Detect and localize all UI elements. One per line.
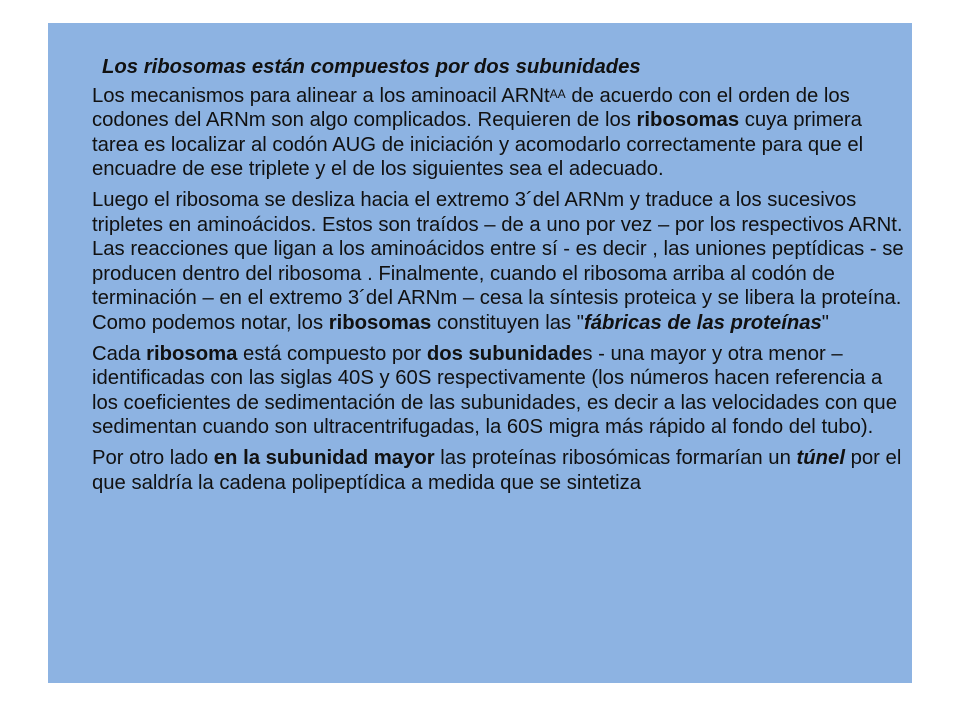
p4-text-a: Por otro lado bbox=[92, 446, 214, 469]
p1-superscript: AA bbox=[549, 86, 566, 101]
p1-text-b: de acuerdo con el orden de los codones del ARNm son algo complicados. Requieren de los bbox=[92, 84, 850, 132]
paragraph-1 bbox=[92, 84, 912, 182]
p1-text-c: cuya primera tarea es localizar al codón AUG de iniciación y acomodarlo correctamente para que el encuadre de ese triplete y el de los siguientes sea el adecuado. bbox=[92, 109, 864, 181]
slide-title: Los ribosomas están compuestos por dos subunidades bbox=[102, 56, 641, 78]
paragraph-2 bbox=[92, 188, 912, 336]
slide-text-body bbox=[92, 55, 912, 501]
p2-bold-italic-fabricas: fábricas de las proteínas bbox=[583, 311, 822, 334]
p4-text-c: por el que saldría la cadena polipeptídica a medida que se sintetiza bbox=[92, 446, 902, 494]
p2-text-b: constituyen las " bbox=[431, 311, 584, 334]
p3-text-b: está compuesto por bbox=[237, 342, 427, 365]
p3-bold-ribosoma: ribosoma bbox=[146, 342, 238, 365]
p3-text-c: s - una mayor y otra menor – identificadas con las siglas 40S y 60S respectivamente (los números hacen referencia a los coeficientes de sedimentación de las subunidades, es decir a las velocidades con que sedimentan cuando son ultracentrifugadas, la 60S migra más rápido al fondo del tubo). bbox=[92, 342, 897, 439]
paragraph-4 bbox=[92, 446, 912, 495]
p3-bold-subunidades: dos subunidade bbox=[426, 342, 583, 365]
p1-text-a: Los mecanismos para alinear a los aminoacil ARNt bbox=[92, 84, 550, 107]
p1-bold-ribosomas: ribosomas bbox=[636, 109, 740, 132]
p4-bold-subunidad-mayor: en la subunidad mayor bbox=[213, 446, 435, 469]
p3-text-a: Cada bbox=[92, 342, 147, 365]
p4-bold-italic-tunel: túnel bbox=[796, 446, 845, 469]
p2-text-c: " bbox=[821, 311, 829, 334]
p2-bold-ribosomas: ribosomas bbox=[328, 311, 432, 334]
p2-text-a: Luego el ribosoma se desliza hacia el extremo 3´del ARNm y traduce a los sucesivos tripletes en aminoácidos. Estos son traídos – de a uno por vez – por los respectivos ARNt. Las reacciones que ligan a los aminoácidos entre sí - es decir , las uniones peptídicas - se producen dentro del ribosoma . Finalmente, cuando el ribosoma arriba al codón de terminación – en el extremo 3´del ARNm – cesa la síntesis proteica y se libera la proteína. Como podemos notar, los bbox=[92, 188, 904, 334]
p4-text-b: las proteínas ribosómicas formarían un bbox=[434, 446, 797, 469]
paragraph-3 bbox=[92, 342, 912, 440]
